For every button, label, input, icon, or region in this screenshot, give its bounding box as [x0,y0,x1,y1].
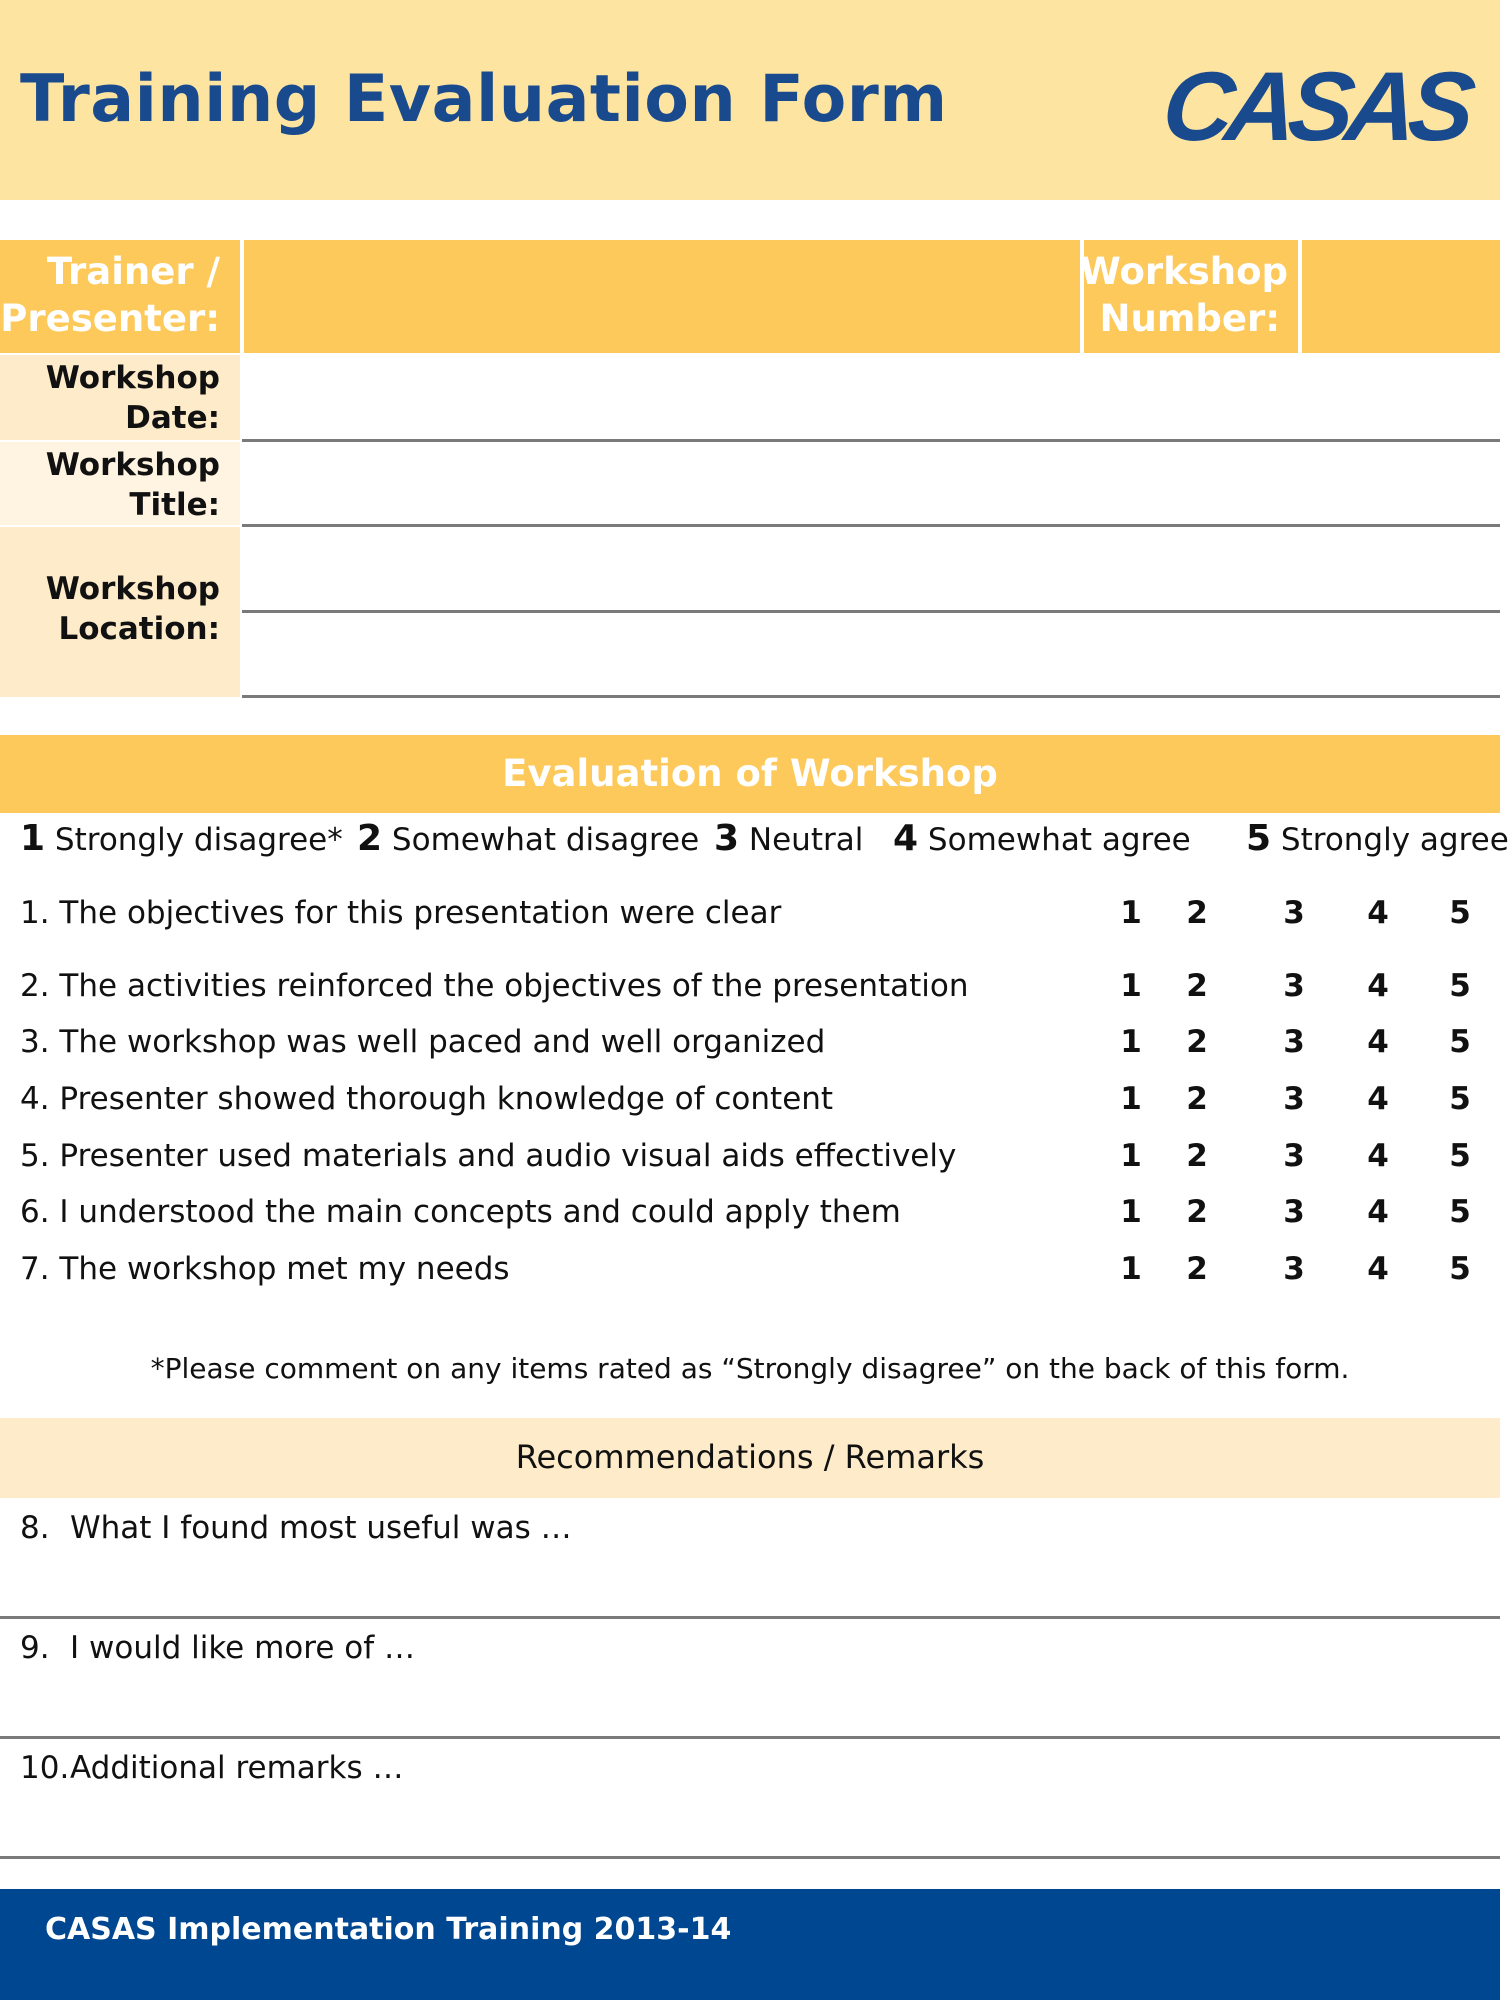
remark-number-9: 9. [20,1630,50,1666]
remark-prompt-useful: What I found most useful was … [70,1510,572,1546]
rating-option-3[interactable]: 3 [1283,1194,1305,1230]
divider [0,1616,1500,1619]
question-text: 2. The activities reinforced the objectives of the presentation [20,968,969,1004]
rating-option-3[interactable]: 3 [1283,1081,1305,1117]
question-text: 1. The objectives for this presentation were clear [20,895,782,931]
workshop-location-label: Workshop Location: [0,527,240,697]
question-text: 4. Presenter showed thorough knowledge of content [20,1081,834,1117]
workshop-title-label: Workshop Title: [0,442,240,525]
workshop-date-label: Workshop Date: [0,355,240,440]
question-text: 5. Presenter used materials and audio visual aids effectively [20,1138,957,1174]
scale-item-4: 4 Somewhat agree [893,818,1191,859]
rating-option-1[interactable]: 1 [1120,1138,1142,1174]
rating-option-4[interactable]: 4 [1367,895,1389,931]
remark-field-additional[interactable] [0,1790,1500,1855]
rating-option-5[interactable]: 5 [1449,1138,1471,1174]
rating-option-5[interactable]: 5 [1449,895,1471,931]
rating-option-3[interactable]: 3 [1283,968,1305,1004]
rating-option-5[interactable]: 5 [1449,1194,1471,1230]
rating-option-4[interactable]: 4 [1367,968,1389,1004]
workshop-number-label-cell [1080,240,1298,353]
recommendations-title: Recommendations / Remarks [515,1438,985,1476]
rating-option-2[interactable]: 2 [1186,1194,1208,1230]
trainer-presenter-label: Trainer / Presenter: [0,250,220,340]
rating-option-1[interactable]: 1 [1120,1024,1142,1060]
question-text: 6. I understood the main concepts and could apply them [20,1194,901,1230]
rating-option-5[interactable]: 5 [1449,968,1471,1004]
rating-option-4[interactable]: 4 [1367,1251,1389,1287]
workshop-date-field[interactable] [244,355,1500,440]
rating-option-2[interactable]: 2 [1186,1024,1208,1060]
remark-prompt-more: I would like more of … [70,1630,415,1666]
remark-field-useful[interactable] [0,1550,1500,1615]
remark-field-more[interactable] [0,1670,1500,1735]
remark-number-10: 10. [20,1750,70,1786]
rating-option-3[interactable]: 3 [1283,895,1305,931]
divider [242,610,1500,613]
rating-option-1[interactable]: 1 [1120,895,1142,931]
remark-number-8: 8. [20,1510,50,1546]
footer-text: CASAS Implementation Training 2013-14 [45,1912,732,1947]
comment-note: *Please comment on any items rated as “Strongly disagree” on the back of this form. [150,1352,1350,1385]
question-text: 3. The workshop was well paced and well organized [20,1024,826,1060]
rating-option-5[interactable]: 5 [1449,1081,1471,1117]
rating-option-3[interactable]: 3 [1283,1251,1305,1287]
evaluation-title: Evaluation of Workshop [502,752,998,795]
workshop-title-field[interactable] [244,442,1500,525]
question-text: 7. The workshop met my needs [20,1251,510,1287]
rating-option-2[interactable]: 2 [1186,895,1208,931]
rating-option-3[interactable]: 3 [1283,1024,1305,1060]
rating-option-4[interactable]: 4 [1367,1081,1389,1117]
scale-item-2: 2 Somewhat disagree [357,818,700,859]
scale-item-5: 5 Strongly agree [1246,818,1509,859]
rating-option-2[interactable]: 2 [1186,1251,1208,1287]
page-title: Training Evaluation Form [20,62,948,137]
workshop-number-field[interactable] [1302,240,1500,353]
rating-option-2[interactable]: 2 [1186,1138,1208,1174]
rating-option-3[interactable]: 3 [1283,1138,1305,1174]
scale-item-1: 1 Strongly disagree* [20,818,343,859]
svg-text:CASAS: CASAS [1157,51,1473,161]
rating-option-2[interactable]: 2 [1186,968,1208,1004]
workshop-number-label: Workshop Number: [1080,250,1289,340]
divider [0,1856,1500,1859]
rating-option-1[interactable]: 1 [1120,1251,1142,1287]
rating-option-1[interactable]: 1 [1120,1194,1142,1230]
scale-item-3: 3 Neutral [714,818,864,859]
rating-option-4[interactable]: 4 [1367,1024,1389,1060]
rating-option-5[interactable]: 5 [1449,1251,1471,1287]
rating-option-2[interactable]: 2 [1186,1081,1208,1117]
remark-prompt-additional: Additional remarks … [70,1750,404,1786]
rating-option-1[interactable]: 1 [1120,1081,1142,1117]
trainer-presenter-field[interactable] [244,240,1080,353]
trainer-label-cell [0,240,240,353]
rating-option-4[interactable]: 4 [1367,1138,1389,1174]
rating-option-5[interactable]: 5 [1449,1024,1471,1060]
rating-option-4[interactable]: 4 [1367,1194,1389,1230]
divider [0,1736,1500,1739]
casas-logo [1157,51,1473,161]
rating-option-1[interactable]: 1 [1120,968,1142,1004]
divider [242,695,1500,698]
